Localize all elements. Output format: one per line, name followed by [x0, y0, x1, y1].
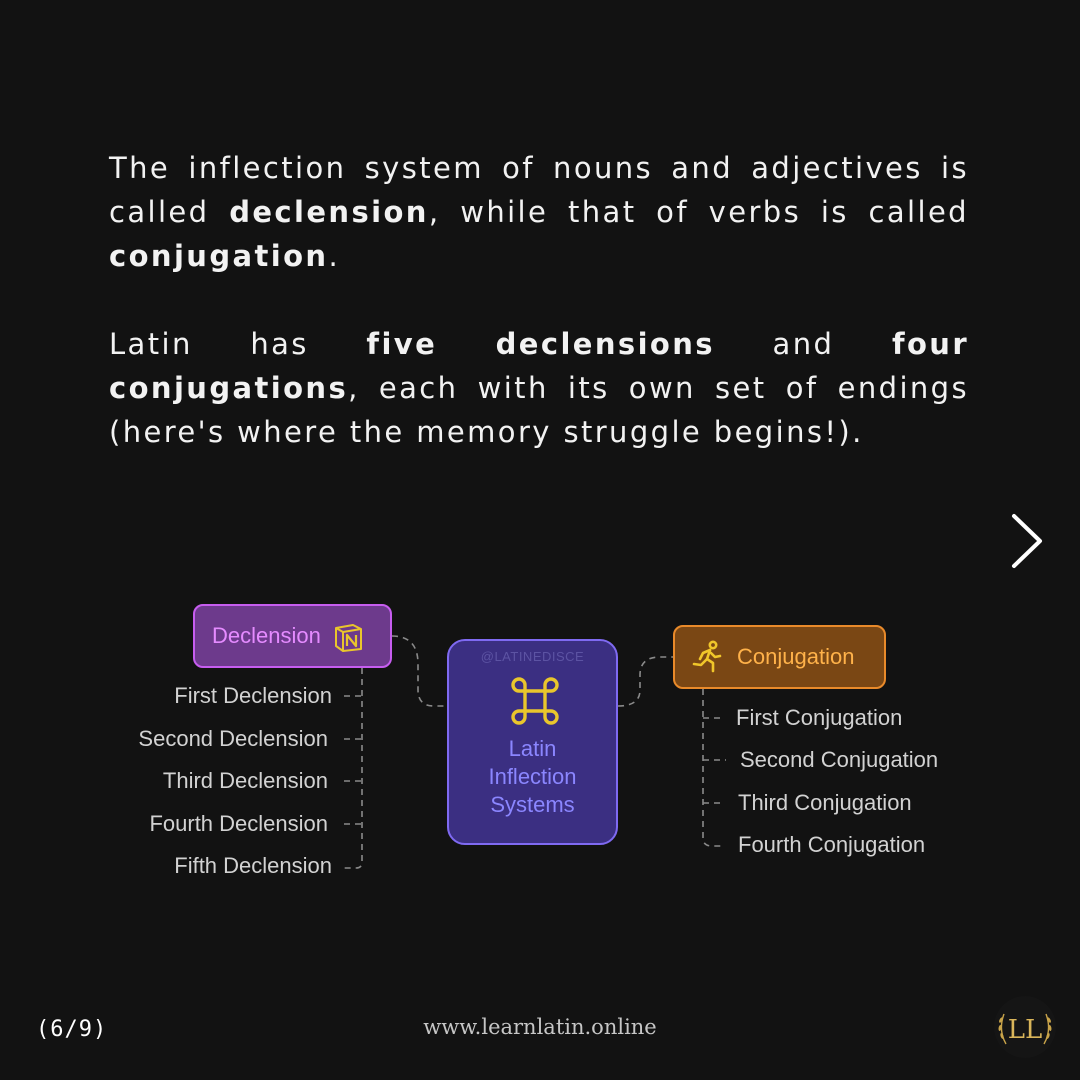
conjugation-term: conjugation	[109, 239, 329, 273]
declension-node-label: Declension	[212, 623, 321, 648]
intro-paragraph-1: The inflection system of nouns and adjectives is called declension, while that of verbs is called conjugation.	[109, 151, 969, 273]
declension-item: First Declension	[174, 683, 332, 708]
declension-node	[193, 604, 392, 668]
watermark: @LATINEDISCE	[480, 649, 585, 664]
center-conjugation-link	[618, 657, 673, 706]
declension-item: Second Declension	[138, 726, 328, 751]
center-node-title: Latin Inflection Systems	[488, 736, 577, 817]
declension-term: declension	[229, 195, 429, 229]
command-icon	[507, 673, 563, 729]
conjugation-node	[673, 625, 886, 689]
conjugation-item: Third Conjugation	[738, 790, 912, 815]
running-person-icon	[689, 639, 725, 675]
five-declensions-term: five declensions	[366, 327, 715, 361]
conjugation-trunk	[703, 689, 724, 846]
intro-paragraph-2: Latin has five declensions and four conjugations, each with its own set of endings (here's where the memory struggle begins!).	[109, 327, 970, 449]
declension-trunk	[344, 668, 362, 868]
learnlatin-logo	[992, 994, 1058, 1060]
center-node	[447, 639, 618, 845]
declension-item: Third Declension	[162, 768, 328, 793]
conjugation-item: Second Conjugation	[740, 747, 939, 772]
conjugation-item: Fourth Conjugation	[738, 832, 926, 857]
four-conjugations-term: four conjugations	[109, 327, 970, 405]
svg-text:LL: LL	[1007, 1015, 1043, 1045]
site-url: www.learnlatin.online	[423, 1015, 657, 1039]
conjugation-node-label: Conjugation	[737, 644, 855, 669]
declension-center-link	[392, 636, 447, 706]
declension-item: Fifth Declension	[174, 853, 332, 878]
notion-icon	[331, 619, 365, 653]
conjugation-item: First Conjugation	[736, 705, 903, 730]
page-counter: (6/9)	[36, 1017, 108, 1042]
declension-item: Fourth Declension	[149, 811, 328, 836]
